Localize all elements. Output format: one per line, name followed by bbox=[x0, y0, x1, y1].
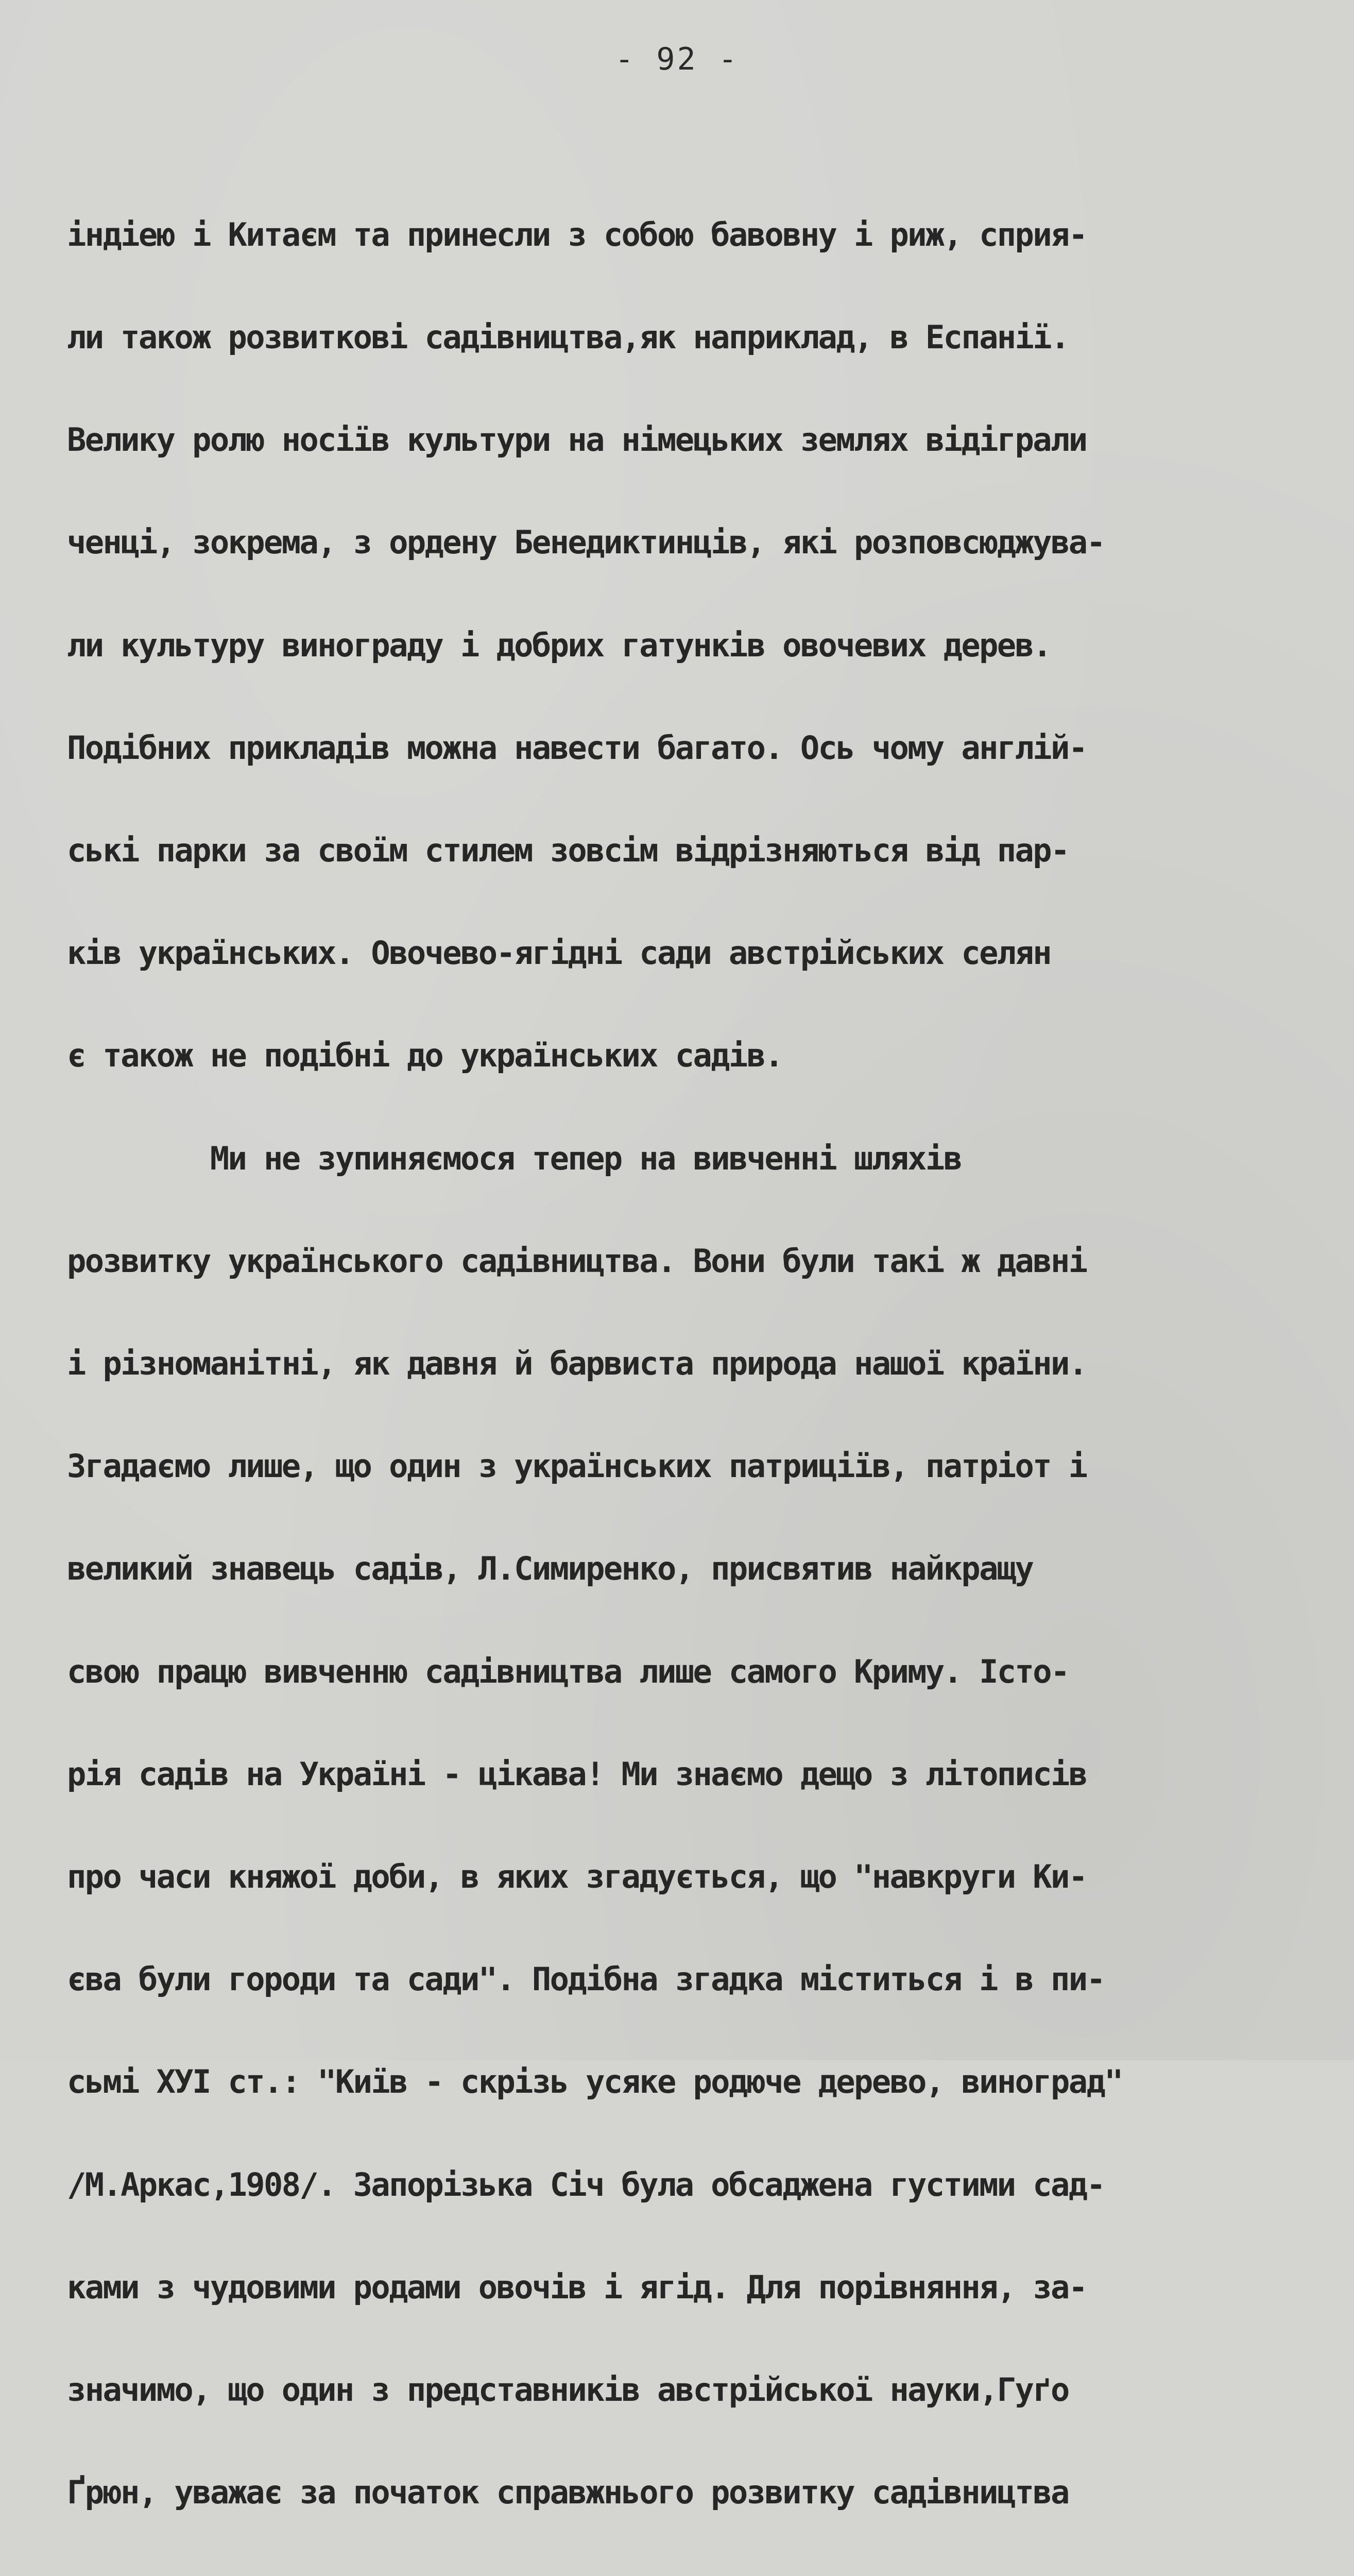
text-line: значимо, що один з представників австрійської науки,Гуґо bbox=[67, 2371, 1069, 2409]
text-line: про часи княжої доби, в яких згадується, що "навкруги Ки- bbox=[67, 1858, 1087, 1896]
text-line: індіею і Китаєм та принесли з собою бавовну і риж, сприя- bbox=[67, 215, 1087, 253]
text-line: Згадаємо лише, що один з українських патриціїв, патріот і bbox=[67, 1447, 1087, 1485]
text-line: ками з чудовими родами овочів і ягід. Для порівняння, за- bbox=[67, 2268, 1087, 2306]
text-line: /М.Аркас,1908/. Запорізька Січ була обсаджена густими сад- bbox=[67, 2165, 1105, 2204]
text-line: ченці, зокрема, з ордену Бенедиктинців, які розповсюджува- bbox=[67, 523, 1105, 562]
text-line: і різноманітні, як давня й барвиста природа нашої країни. bbox=[67, 1345, 1087, 1383]
page-number: - 92 - bbox=[615, 41, 739, 77]
text-line: Велику ролю носіїв культури на німецьких землях відіграли bbox=[67, 421, 1087, 459]
text-line: розвитку українського садівництва. Вони були такі ж давні bbox=[67, 1242, 1087, 1280]
text-line: є також не подібні до українських садів. bbox=[67, 1037, 783, 1075]
text-line: свою працю вивченню садівництва лише самого Криму. Істо- bbox=[67, 1652, 1069, 1690]
text-line: рія садів на Україні - цікава! Ми знаємо дещо з літописів bbox=[67, 1755, 1087, 1793]
text-line: Подібних прикладів можна навести багато. Ось чому англій- bbox=[67, 728, 1087, 767]
text-line: великий знавець садів, Л.Симиренко, присвятив найкращу bbox=[67, 1550, 1033, 1588]
text-line: Ми не зупиняємося тепер на вивченні шляхів bbox=[67, 1139, 962, 1177]
text-line: ські парки за своїм стилем зовсім відрізняються від пар- bbox=[67, 832, 1069, 870]
text-line: сьмі ХУІ ст.: "Київ - скрізь усяке родюче дерево, виноград" bbox=[67, 2063, 1122, 2101]
text-line: ли також розвиткові садівництва,як наприклад, в Еспанії. bbox=[67, 318, 1069, 357]
body-text bbox=[67, 149, 1303, 2576]
text-line: ків українських. Овочево-ягідні сади австрійських селян bbox=[67, 934, 1051, 972]
text-line: єва були городи та сади". Подібна згадка міститься і в пи- bbox=[67, 1960, 1105, 1998]
text-line: ли культуру винограду і добрих гатунків овочевих дерев. bbox=[67, 626, 1051, 664]
text-line: Ґрюн, уважає за початок справжнього розвитку садівництва bbox=[67, 2473, 1069, 2512]
